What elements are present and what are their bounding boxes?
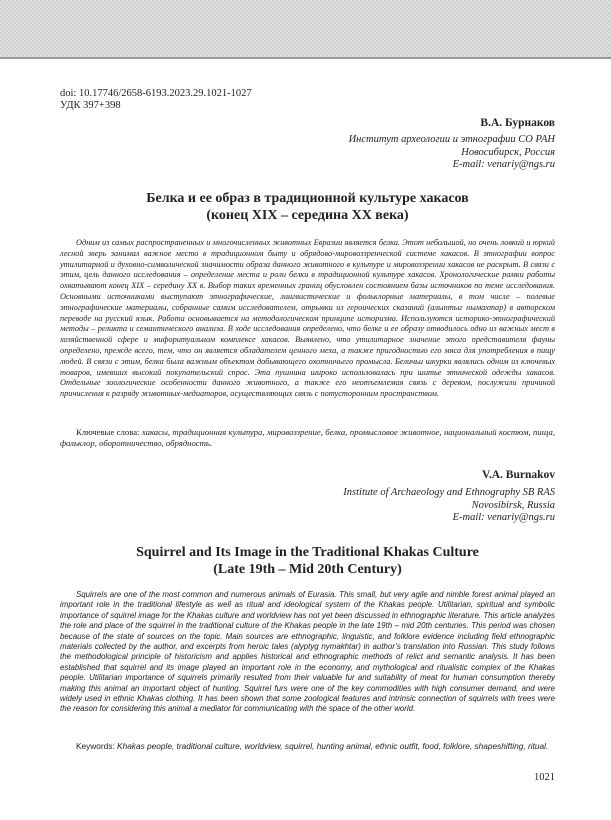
affiliation-en-email: E-mail: venariy@ngs.ru [452,512,555,523]
header-rule [0,57,611,59]
keywords-ru-list: хакасы, традиционная культура, мировоззрение, белка, промысловое животное, национальный костюм, пища, фольклор, оборотничество, обрядность. [60,427,556,448]
header-pattern-band [0,0,611,57]
title-en-line-1: Squirrel and Its Image in the Traditional Khakas Culture [136,545,479,560]
title-en-line-2: (Late 19th – Mid 20th Century) [213,562,402,577]
keywords-en-list: Khakas people, traditional culture, worldview, squirrel, hunting animal, ethnic outfit, food, folklore, shapeshifting, ritual. [117,741,549,751]
author-en: V.A. Burnakov [482,469,555,481]
affiliation-ru-institute: Институт археологии и этнографии СО РАН [348,134,555,145]
title-ru-line-2: (конец XIX – середина ХХ века) [206,208,409,223]
keywords-en [60,741,555,752]
affiliation-ru-email: E-mail: venariy@ngs.ru [452,159,555,170]
keywords-ru-label: Ключевые слова: [76,427,140,437]
affiliation-en-institute: Institute of Archaeology and Ethnography SB RAS [343,487,555,498]
doi: doi: 10.17746/2658-6193.2023.29.1021-1027 [60,88,252,99]
author-ru: В.А. Бурнаков [480,117,555,129]
keywords-en-label: Keywords: [76,741,115,751]
affiliation-en-city: Novosibirsk, Russia [471,499,555,511]
affiliation-ru [349,134,555,172]
title-ru-line-1: Белка и ее образ в традиционной культуре хакасов [146,191,469,206]
abstract-ru: Одним из самых распространенных и многочисленных животных Евразии является белка. Этот небольшой, но очень ловкий и юркий лесной зверь занимал важное место в традиционном быту и обрядово-мировоззренческой системе хакасов. В этнографии вопрос утилитарной и духовно-символической значимости образа данного животного в культуре и мировоззрении хакасов не раскрыт. В связи с этим, цель данного исследования – определение места и роли белки в традиционной культуре хакасов. Хронологические рамки работы охватывают конец XIX – середину ХХ в. Выбор таких временных границ обусловлен состоянием базы источников по теме исследования. Основными источниками выступают этнографические, лингвистические и фольклорные материалы, в том числе – полевые этнографические материалы, собранные самим исследователем, отрывки из героических сказаний (алыптыг нымахтар) в авторском переводе на русский язык. Работа основывается на методологическом принципе историзма. Используются историко-этнографический методы – реликта и семантического анализа. В ходе исследования определено, что белке и ее образу отводилось одно из важных мест в хозяйственной сфере и мифоритуальном комплексе хакасов. Выявлено, что утилитарное значение этого представителя фауны определено, прежде всего, тем, что он является обладателем ценного меха, а также пригодностью его мяса для употребления в пищу людей. В связи с этим, белка была важным объектом добывающего охотничьего промысла. Беличьи шкурки являлись одним из ключевых товаров, имевших высокий покупательский спрос. Эта пушнина широко использовалась при шитье этнической одежды хакасов. Отдельные зоологические особенности данного животного, а также его неотъемлемая связь с деревом, послужили причиной причисления к разряду животных-медиаторов, осуществляющих связь с потусторонним пространством. [60,238,555,399]
affiliation-ru-city: Новосибирск, Россия [461,146,555,158]
title-en [60,544,555,578]
abstract-en: Squirrels are one of the most common and numerous animals of Eurasia. This small, but very agile and nimble forest animal played an important role in the traditional lifestyle as well as ritual and ideological system of the Khakas people. Utilitarian, spiritual and symbolic importance of squirrel image for the Khakas culture and worldview has not yet been discussed in ethnographic literature. This article analyzes the role and place of the squirrel in the traditional culture of the Khakas people in the late 19th – mid 20th centuries. This period was chosen because of the state of sources on the topic. Main sources are ethnographic, linguistic, and folklore evidence including field ethnographic materials collected by the author, and excerpts from heroic tales (alyptyg nymakhtar) in author’s translation into Russian. This study follows the methodological principle of historicism and applies historical and ethnographic methods of relict and semantic analysis. It has been established that squirrel and its image played an important role in the economy, and mythological and ritualistic complex of the Khakas people. Utilitarian importance of squirrels primarily resulted from their valuable fur and suitability of meat for human consumption thereby making this animal an important object of hunting. Squirrel furs were one of the key commodities with high consumer demand, and were widely used in ethnic Khakas clothing. It has been shown that some zoological features and intrinsic connection of squirrels with trees were the reason for considering this animal a mediator for communicating with the space of the other world. [60,590,555,714]
keywords-ru [60,427,555,449]
affiliation-en [343,487,555,525]
page-number: 1021 [534,772,555,783]
udc-code: УДК 397+398 [60,100,121,111]
title-ru [60,190,555,224]
